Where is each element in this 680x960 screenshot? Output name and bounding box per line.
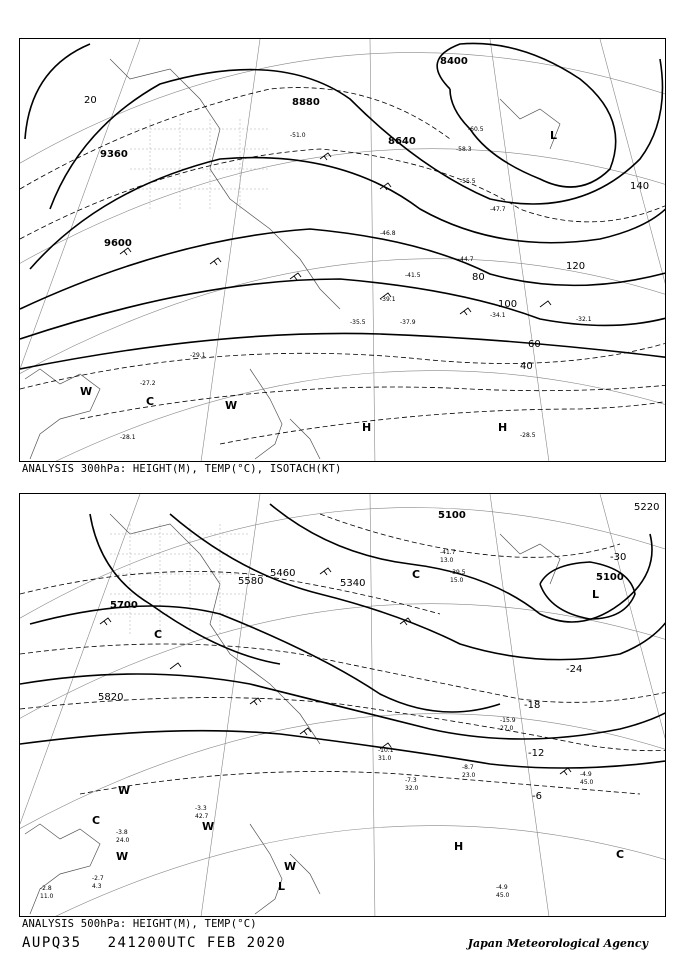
station-value: -10.1	[378, 747, 394, 754]
low-center-500-b: L	[278, 880, 286, 893]
height-label-5460: 5460	[270, 568, 296, 579]
height-label-5820: 5820	[98, 692, 124, 703]
station-value: -39.5	[450, 569, 466, 576]
height-contours-500	[20, 504, 665, 768]
high-center-300-a: H	[362, 421, 372, 434]
isotach-label-140: 140	[630, 181, 650, 192]
analysis-timestamp: 241200UTC FEB 2020	[107, 935, 287, 951]
station-value: -28.5	[520, 432, 536, 439]
station-value: -27.2	[140, 380, 156, 387]
low-center-300: L	[550, 129, 558, 142]
map-500hpa-svg	[20, 494, 665, 916]
height-label-9360: 9360	[100, 149, 128, 160]
station-value: 45.0	[580, 779, 594, 786]
station-value: -47.7	[490, 206, 506, 213]
station-value: -32.1	[576, 316, 592, 323]
station-value: -8.7	[462, 764, 474, 771]
wind-barbs-300	[120, 153, 551, 315]
cold-center-300: C	[146, 395, 155, 408]
station-value: -7.3	[405, 777, 417, 784]
isotherm-label-m6: -6	[532, 791, 542, 802]
isotherm-label-m18: -18	[524, 700, 541, 711]
warm-center-300-a: W	[80, 385, 93, 398]
height-contours-300	[20, 43, 665, 369]
station-value: -34.1	[490, 312, 506, 319]
isotach-label-20: 20	[84, 95, 97, 106]
station-value: 13.0	[440, 557, 454, 564]
isotach-label-100: 100	[498, 299, 518, 310]
height-label-9600: 9600	[104, 238, 132, 249]
map-300hpa-svg	[20, 39, 665, 461]
station-value: 32.0	[405, 785, 419, 792]
cold-center-500-c: C	[92, 814, 101, 827]
station-value: -29.1	[190, 352, 206, 359]
isotherm-label-m30: -30	[610, 552, 627, 563]
station-value: -58.3	[456, 146, 472, 153]
station-value: -2.7	[92, 875, 104, 882]
station-values-300	[120, 126, 592, 441]
station-value: -41.7	[440, 549, 456, 556]
isotach-label-40: 40	[520, 361, 533, 372]
low-center-500-a: L	[592, 588, 600, 601]
product-code: AUPQ35	[22, 935, 82, 951]
agency-credit: Japan Meteorological Agency	[467, 937, 648, 950]
high-center-300-b: H	[498, 421, 508, 434]
isotherm-label-m12: -12	[528, 748, 545, 759]
height-label-5100-b: 5100	[596, 572, 624, 583]
caption-500hpa: ANALYSIS 500hPa: HEIGHT(M), TEMP(°C)	[22, 918, 257, 930]
high-center-500: H	[454, 840, 464, 853]
station-value: 11.0	[40, 893, 54, 900]
wind-barbs-500	[100, 568, 571, 775]
station-value: -55.5	[460, 178, 476, 185]
height-label-8400: 8400	[440, 56, 468, 67]
station-value: 45.0	[496, 892, 510, 899]
caption-300hpa: ANALYSIS 300hPa: HEIGHT(M), TEMP(°C), ISOTACH(KT)	[22, 463, 342, 475]
station-value: -60.5	[468, 126, 484, 133]
station-value: 42.7	[195, 813, 209, 820]
station-value: -51.0	[290, 132, 306, 139]
isotherm-label-m24: -24	[566, 664, 583, 675]
height-label-5220: 5220	[634, 502, 660, 513]
warm-center-500-a: W	[118, 784, 131, 797]
station-value: -39.1	[380, 296, 396, 303]
height-label-5100-a: 5100	[438, 510, 466, 521]
cold-center-500-d: C	[616, 848, 625, 861]
station-value: 23.0	[462, 772, 476, 779]
station-value: -41.5	[405, 272, 421, 279]
station-value: -28.1	[120, 434, 136, 441]
station-value: -15.9	[500, 717, 516, 724]
warm-center-500-c: W	[116, 850, 129, 863]
height-label-8640: 8640	[388, 136, 416, 147]
station-value: -44.7	[458, 256, 474, 263]
product-footer	[22, 935, 286, 951]
station-value: -3.3	[195, 805, 207, 812]
station-value: -37.9	[400, 319, 416, 326]
cold-center-500-a: C	[154, 628, 163, 641]
station-value: 15.0	[450, 577, 464, 584]
isotach-label-120: 120	[566, 261, 586, 272]
isotherms-500	[20, 514, 665, 794]
chart-300hpa-map	[19, 38, 666, 462]
isotach-label-60: 60	[528, 339, 541, 350]
height-label-8880: 8880	[292, 97, 320, 108]
station-value: -4.9	[580, 771, 592, 778]
station-value: 24.0	[116, 837, 130, 844]
chart-500hpa-map	[19, 493, 666, 917]
station-value: 27.0	[500, 725, 514, 732]
height-label-5580: 5580	[238, 576, 264, 587]
isotach-label-80: 80	[472, 272, 485, 283]
station-value: 31.0	[378, 755, 392, 762]
warm-center-500-b: W	[202, 820, 215, 833]
cold-center-500-b: C	[412, 568, 421, 581]
graticule-300	[20, 39, 665, 461]
station-value: -4.9	[496, 884, 508, 891]
station-value: -2.8	[40, 885, 52, 892]
warm-center-500-d: W	[284, 860, 297, 873]
coastline-300	[25, 59, 560, 459]
height-label-5340: 5340	[340, 578, 366, 589]
height-label-5700: 5700	[110, 600, 138, 611]
warm-center-300-b: W	[225, 399, 238, 412]
station-value: -3.8	[116, 829, 128, 836]
station-value: -46.8	[380, 230, 396, 237]
station-value: 4.3	[92, 883, 102, 890]
station-value: -35.5	[350, 319, 366, 326]
